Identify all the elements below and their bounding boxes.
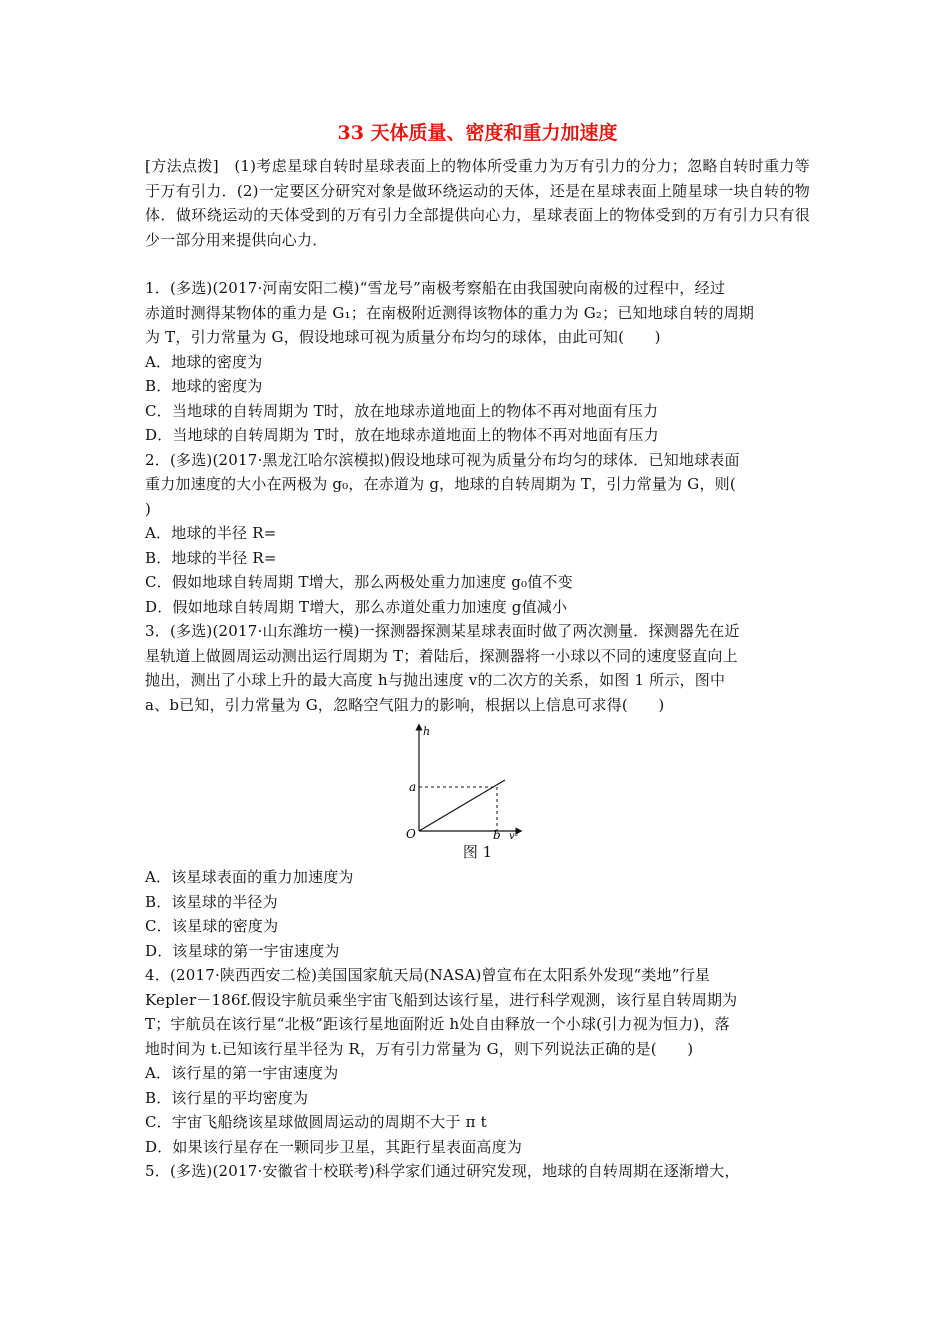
data-line xyxy=(419,780,505,831)
question-1-option-d: D．当地球的自转周期为 T时，放在地球赤道地面上的物体不再对地面有压力 xyxy=(145,426,659,444)
page-title: 33 天体质量、密度和重力加速度 xyxy=(337,122,618,144)
question-4-option-a: A．该行星的第一宇宙速度为 xyxy=(145,1064,339,1082)
question-2 xyxy=(145,448,810,620)
method-tip: [方法点拨] (1)考虑星球自转时星球表面上的物体所受重力为万有引力的分力；忽略自转时重力等于万有引力．(2)一定要区分研究对象是做环绕运动的天体，还是在星球表面上随星球一块自转的物体．做环绕运动的天体受到的万有引力全部提供向心力，星球表面上的物体受到的万有引力只有很少一部分用来提供向心力． xyxy=(145,157,810,249)
question-1 xyxy=(145,276,810,448)
question-3-option-d: D．该星球的第一宇宙速度为 xyxy=(145,941,340,960)
question-3-stem-line: 抛出，测出了小球上升的最大高度 h与抛出速度 v的二次方的关系，如图 1 所示，图中 xyxy=(145,671,726,689)
figure-caption: 图 1 xyxy=(462,843,493,861)
y-axis-label: h xyxy=(423,725,431,738)
figure-1 xyxy=(145,721,810,839)
question-2-stem-line: ) xyxy=(145,499,152,518)
question-4 xyxy=(145,963,810,1159)
b-tick-label: b xyxy=(493,828,501,839)
question-1-option-b: B．地球的密度为 xyxy=(145,377,263,395)
x-axis-label: v² xyxy=(509,831,519,839)
question-4-stem-line: T；宇航员在该行星“北极”距该行星地面附近 h处自由释放一个小球(引力视为恒力)，落 xyxy=(145,1015,730,1033)
question-1-option-a: A．地球的密度为 xyxy=(145,352,263,371)
question-4-stem-line: 4．(2017·陕西西安二检)美国国家航天局(NASA)曾宣布在太阳系外发现“类地”行星 xyxy=(145,966,711,984)
question-3-stem-line: a、b已知，引力常量为 G，忽略空气阻力的影响，根据以上信息可求得( ) xyxy=(145,695,665,714)
question-4-stem-line: 地时间为 t.已知该行星半径为 R，万有引力常量为 G，则下列说法正确的是( ) xyxy=(145,1039,694,1058)
question-4-option-b: B．该行星的平均密度为 xyxy=(145,1088,309,1107)
document-page xyxy=(145,120,810,1184)
question-1-option-c: C．当地球的自转周期为 T时，放在地球赤道地面上的物体不再对地面有压力 xyxy=(145,401,659,420)
question-3-option-c: C．该星球的密度为 xyxy=(145,917,279,935)
h-v2-graph xyxy=(373,721,523,839)
question-4-stem-line: Kepler－186f.假设宇航员乘坐宇宙飞船到达该行星，进行科学观测，该行星自转周期为 xyxy=(145,990,738,1009)
question-4-option-d: D．如果该行星存在一颗同步卫星，其距行星表面高度为 xyxy=(145,1137,523,1156)
question-2-option-a: A．地球的半径 R= xyxy=(145,524,277,542)
question-3 xyxy=(145,619,810,963)
question-5 xyxy=(145,1159,810,1184)
question-3-option-b: B．该星球的半径为 xyxy=(145,892,278,911)
question-1-stem-line: 为 T，引力常量为 G，假设地球可视为质量分布均匀的球体，由此可知( ) xyxy=(145,328,661,346)
question-3-stem-line: 星轨道上做圆周运动测出运行周期为 T；着陆后，探测器将一小球以不同的速度竖直向上 xyxy=(145,646,738,665)
question-1-stem-line: 赤道时测得某物体的重力是 G₁；在南极附近测得该物体的重力为 G₂；已知地球自转的周期 xyxy=(145,303,755,322)
question-3-stem-line: 3．(多选)(2017·山东潍坊一模)一探测器探测某星球表面时做了两次测量．探测器先在近 xyxy=(145,622,740,640)
question-2-option-d: D．假如地球自转周期 T增大，那么赤道处重力加速度 g值减小 xyxy=(145,597,568,616)
question-3-option-a: A．该星球表面的重力加速度为 xyxy=(145,868,354,886)
question-1-stem-line: 1．(多选)(2017·河南安阳二模)“雪龙号”南极考察船在由我国驶向南极的过程中，经过 xyxy=(145,279,726,297)
question-4-option-c: C．宇宙飞船绕该星球做圆周运动的周期不大于 π t xyxy=(145,1113,487,1131)
question-2-stem-line: 2．(多选)(2017·黑龙江哈尔滨模拟)假设地球可视为质量分布均匀的球体．已知地球表面 xyxy=(145,450,740,469)
origin-label: O xyxy=(406,827,416,839)
question-2-stem-line: 重力加速度的大小在两极为 g₀，在赤道为 g，地球的自转周期为 T，引力常量为 G，则( xyxy=(145,475,736,493)
question-2-option-c: C．假如地球自转周期 T增大，那么两极处重力加速度 g₀值不变 xyxy=(145,573,573,591)
question-5-stem-line: 5．(多选)(2017·安徽省十校联考)科学家们通过研究发现，地球的自转周期在逐渐增大， xyxy=(145,1162,740,1180)
a-tick-label: a xyxy=(409,780,417,794)
question-2-option-b: B．地球的半径 R= xyxy=(145,548,277,567)
